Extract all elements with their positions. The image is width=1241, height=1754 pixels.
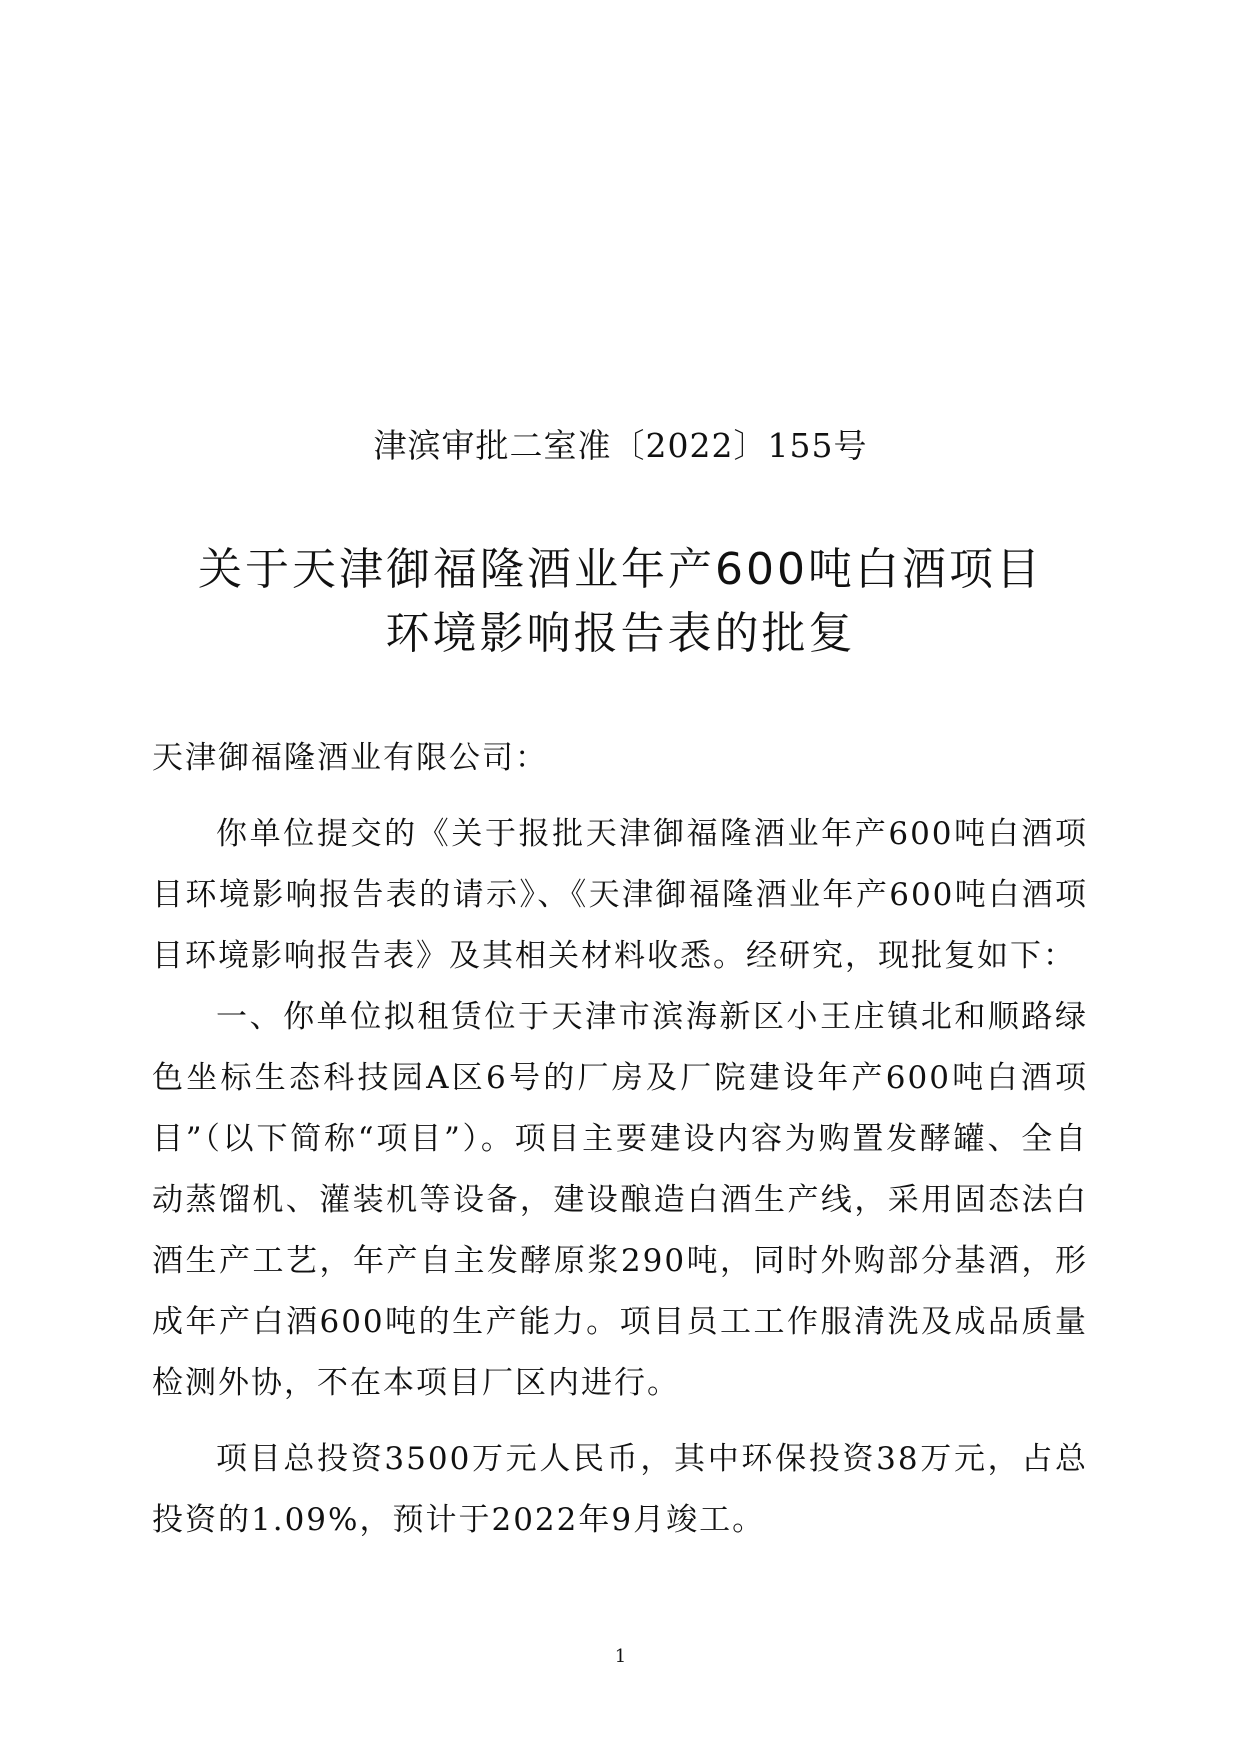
salutation: 天津御福隆酒业有限公司： [152, 740, 548, 776]
document-body [152, 728, 1088, 1551]
page-number: 1 [614, 1646, 627, 1667]
title-line-1: 关于天津御福隆酒业年产600吨白酒项目 [198, 544, 1043, 595]
paragraph-project-overview: 一、你单位拟租赁位于天津市滨海新区小王庄镇北和顺路绿色坐标生态科技园A区6号的厂房及厂院建设年产600吨白酒项目”（以下简称“项目”）。项目主要建设内容为购置发酵罐、全自动蒸馏机、灌装机等设备，建设酿造白酒生产线，采用固态法白酒生产工艺，年产自主发酵原浆290吨，同时外购部分基酒，形成年产白酒600吨的生产能力。项目员工工作服清洗及成品质量检测外协，不在本项目厂区内进行。 [152, 999, 1088, 1401]
paragraph-submission: 你单位提交的《关于报批天津御福隆酒业年产600吨白酒项目环境影响报告表的请示》、《天津御福隆酒业年产600吨白酒项目环境影响报告表》及其相关材料收悉。经研究，现批复如下： [152, 816, 1088, 974]
document-title [0, 538, 1241, 666]
paragraph-investment: 项目总投资3500万元人民币，其中环保投资38万元，占总投资的1.09%，预计于2022年9月竣工。 [152, 1441, 1088, 1538]
document-number: 津滨审批二室准〔2022〕155号 [373, 426, 868, 465]
title-line-2: 环境影响报告表的批复 [385, 608, 856, 659]
